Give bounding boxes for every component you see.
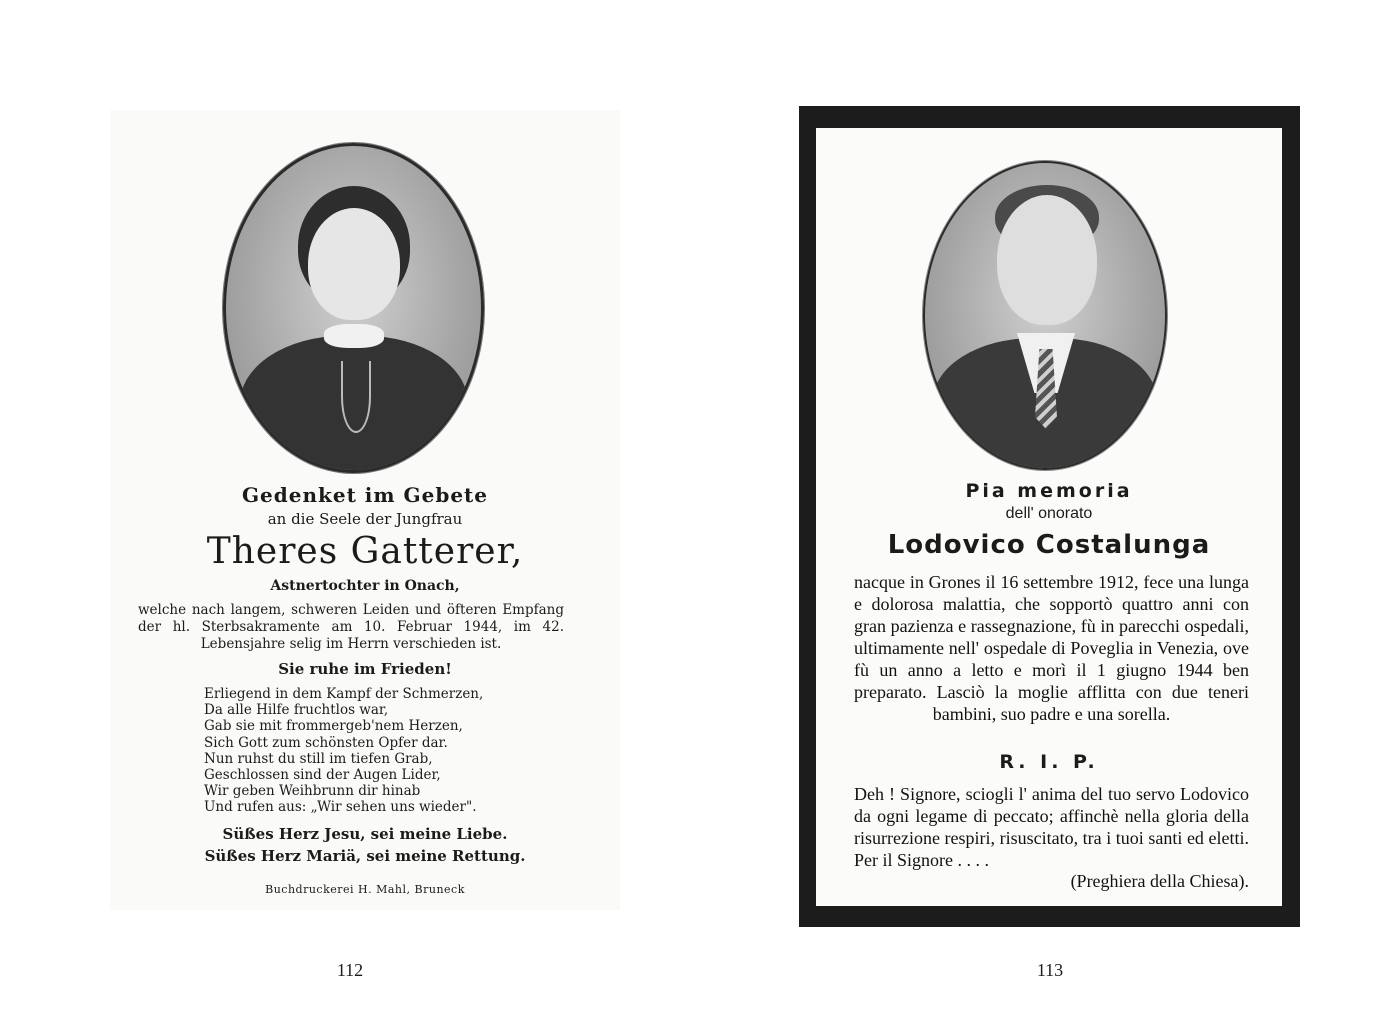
portrait-photo-man [923, 161, 1167, 470]
card-subheading: an die Seele der Jungfrau [267, 510, 463, 528]
card-heading: Gedenket im Gebete [241, 483, 489, 507]
rest-in-peace-line: Sie ruhe im Frieden! [278, 660, 452, 678]
deceased-name: Theres Gatterer, [206, 531, 524, 572]
prayer-text: Deh ! Signore, sciogli l' anima del tuo servo Lodovico da ogni legame di peccato; affinchè nella gloria della risurrezione respiri, risuscitato, tra i tuoi santi ed eletti. Per il Signore . . . . [854, 784, 1249, 870]
poem-line: Nun ruhst du still im tiefen Grab, [204, 750, 433, 767]
biography-text: nacque in Grones il 16 settembre 1912, fece una lunga e dolorosa malattia, che sopportò quattro anni con gran pazienza e rassegnazione, fù in parecchi ospedali, ultimamente nell' ospedale di Poveglia in Venezia, ove fù un anno a letto e morì il 1 giugno 1944 ben preparato. Lasciò la moglie afflitta con due teneri bambini, suo padre e una sorella. [854, 572, 1249, 724]
death-notice-text: welche nach langem, schweren Leiden und öfteren Empfang der hl. Sterbsakramente am 10. Februar 1944, im 42. Lebensjahre selig im Herrn verschieden ist. [138, 602, 564, 652]
rest-in-peace-line: R. I. P. [999, 751, 1099, 773]
deceased-name: Lodovico Costalunga [887, 530, 1211, 560]
portrait-photo-woman [223, 143, 484, 473]
page-number-right: 113 [1036, 960, 1064, 980]
closing-prayer-2: Süßes Herz Mariä, sei meine Rettung. [204, 847, 526, 865]
poem-line: Erliegend in dem Kampf der Schmerzen, [204, 686, 484, 702]
poem-line: Wir geben Weihbrunn dir hinab [204, 783, 421, 800]
deceased-description: Astnertochter in Onach, [270, 578, 460, 594]
poem-line: Sich Gott zum schönsten Opfer dar. [204, 734, 448, 751]
page-number-left: 112 [336, 960, 364, 980]
memorial-poem [204, 686, 524, 816]
closing-prayer-1: Süßes Herz Jesu, sei meine Liebe. [222, 825, 508, 843]
card-heading: Pia memoria [965, 480, 1133, 502]
card-inner-panel [816, 128, 1282, 906]
memorial-card-right [799, 106, 1300, 927]
right-page [700, 0, 1400, 1033]
memorial-card-left [110, 110, 620, 910]
prayer-source: (Preghiera della Chiesa). [1070, 871, 1249, 891]
poem-line: Gab sie mit frommergeb'nem Herzen, [204, 718, 463, 735]
printer-credit: Buchdruckerei H. Mahl, Bruneck [265, 883, 465, 896]
poem-line: Und rufen aus: „Wir sehen uns wieder". [204, 799, 477, 816]
poem-line: Geschlossen sind der Augen Lider, [204, 767, 441, 784]
poem-line: Da alle Hilfe fruchtlos war, [204, 702, 389, 719]
card-subheading: dell' onorato [1005, 505, 1093, 522]
